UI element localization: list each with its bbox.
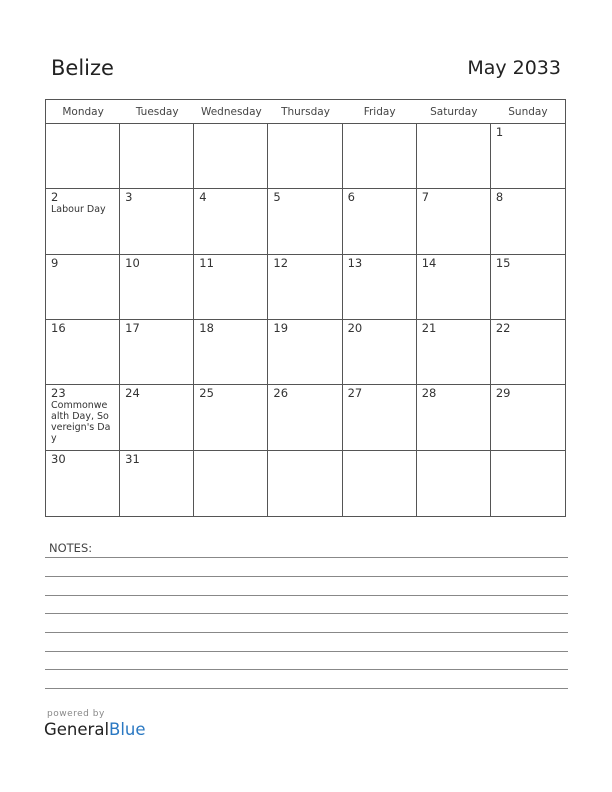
day-cell[interactable] (343, 385, 417, 450)
day-cell[interactable] (268, 124, 342, 189)
day-cell[interactable] (268, 189, 342, 254)
brand-name-general: General (44, 720, 110, 739)
day-cell[interactable] (120, 385, 194, 450)
day-cell[interactable] (46, 385, 120, 450)
day-cell[interactable] (194, 124, 268, 189)
notes-line (45, 576, 568, 577)
notes-line (45, 557, 568, 558)
notes-line (45, 688, 568, 689)
day-cell[interactable] (46, 320, 120, 385)
day-cell[interactable] (417, 189, 491, 254)
brand-logo[interactable] (44, 720, 146, 739)
day-number: 16 (51, 321, 66, 335)
day-number: 6 (347, 190, 355, 205)
month-year-title: May 2033 (467, 57, 561, 79)
day-cell[interactable] (194, 385, 268, 450)
day-number: 18 (199, 321, 214, 335)
notes-label: NOTES: (49, 541, 93, 555)
day-cell[interactable] (268, 320, 342, 385)
day-number: 5 (273, 190, 281, 205)
day-cell[interactable] (491, 189, 565, 254)
day-number: 10 (125, 255, 140, 270)
day-cell[interactable] (491, 385, 565, 450)
day-number: 27 (347, 386, 363, 401)
day-number: 4 (199, 190, 207, 205)
holiday-label: Commonwealth Day, Sovereign's Day (51, 400, 111, 445)
day-number: 22 (495, 321, 511, 335)
weekday-header: Sunday (508, 106, 548, 118)
day-cell[interactable] (417, 124, 491, 189)
day-number: 24 (125, 386, 140, 401)
notes-line (45, 595, 568, 596)
day-number: 28 (421, 386, 437, 401)
day-number: 31 (125, 451, 140, 466)
day-cell[interactable] (343, 451, 417, 516)
notes-line (45, 669, 568, 670)
weekday-header-row (46, 100, 565, 124)
weekday-header: Wednesday (200, 106, 262, 118)
day-number: 23 (51, 386, 66, 401)
day-cell[interactable] (491, 255, 565, 320)
weekday-header: Friday (363, 106, 396, 118)
day-number: 15 (495, 255, 511, 270)
day-cell[interactable] (46, 189, 120, 254)
weekday-header: Thursday (281, 106, 330, 118)
day-number: 20 (347, 321, 363, 335)
day-number: 11 (199, 255, 214, 270)
day-number: 17 (125, 321, 140, 335)
day-number: 25 (199, 386, 214, 401)
day-number: 2 (51, 190, 59, 205)
day-cell[interactable] (417, 385, 491, 450)
holiday-label: Labour Day (51, 204, 106, 216)
day-cell[interactable] (491, 124, 565, 189)
day-cell[interactable] (46, 124, 120, 189)
notes-line (45, 651, 568, 652)
day-cell[interactable] (46, 255, 120, 320)
day-cell[interactable] (194, 451, 268, 516)
day-number: 1 (495, 125, 504, 139)
day-cell[interactable] (268, 255, 342, 320)
day-cell[interactable] (417, 255, 491, 320)
day-number: 12 (273, 255, 289, 270)
day-cell[interactable] (268, 385, 342, 450)
day-cell[interactable] (417, 451, 491, 516)
day-cell[interactable] (417, 320, 491, 385)
day-cell[interactable] (46, 451, 120, 516)
day-cell[interactable] (194, 320, 268, 385)
weekday-header: Tuesday (135, 106, 179, 118)
day-cell[interactable] (120, 451, 194, 516)
day-cell[interactable] (120, 320, 194, 385)
day-cell[interactable] (120, 255, 194, 320)
day-cell[interactable] (194, 255, 268, 320)
day-number: 21 (421, 321, 437, 335)
day-cell[interactable] (491, 451, 565, 516)
powered-by-text: powered by (47, 709, 105, 719)
day-number: 26 (273, 386, 289, 401)
day-cell[interactable] (491, 320, 565, 385)
calendar-grid (45, 99, 566, 517)
day-cell[interactable] (343, 189, 417, 254)
day-number: 13 (347, 255, 363, 270)
day-number: 14 (421, 255, 437, 270)
day-cell[interactable] (120, 189, 194, 254)
day-cell[interactable] (194, 189, 268, 254)
day-number: 19 (273, 321, 289, 335)
day-number: 8 (495, 190, 504, 205)
day-cell[interactable] (268, 451, 342, 516)
day-number: 29 (495, 386, 511, 401)
day-number: 30 (51, 451, 66, 466)
day-cell[interactable] (120, 124, 194, 189)
day-number: 7 (421, 190, 430, 205)
day-number: 9 (51, 255, 59, 270)
day-cell[interactable] (343, 320, 417, 385)
notes-line (45, 632, 568, 633)
calendar-days (46, 124, 565, 516)
day-cell[interactable] (343, 124, 417, 189)
day-number: 3 (125, 190, 133, 205)
day-cell[interactable] (343, 255, 417, 320)
notes-line (45, 613, 568, 614)
brand-name-blue: Blue (109, 720, 146, 739)
weekday-header: Saturday (430, 106, 478, 118)
country-title: Belize (51, 56, 114, 80)
weekday-header: Monday (62, 106, 104, 118)
